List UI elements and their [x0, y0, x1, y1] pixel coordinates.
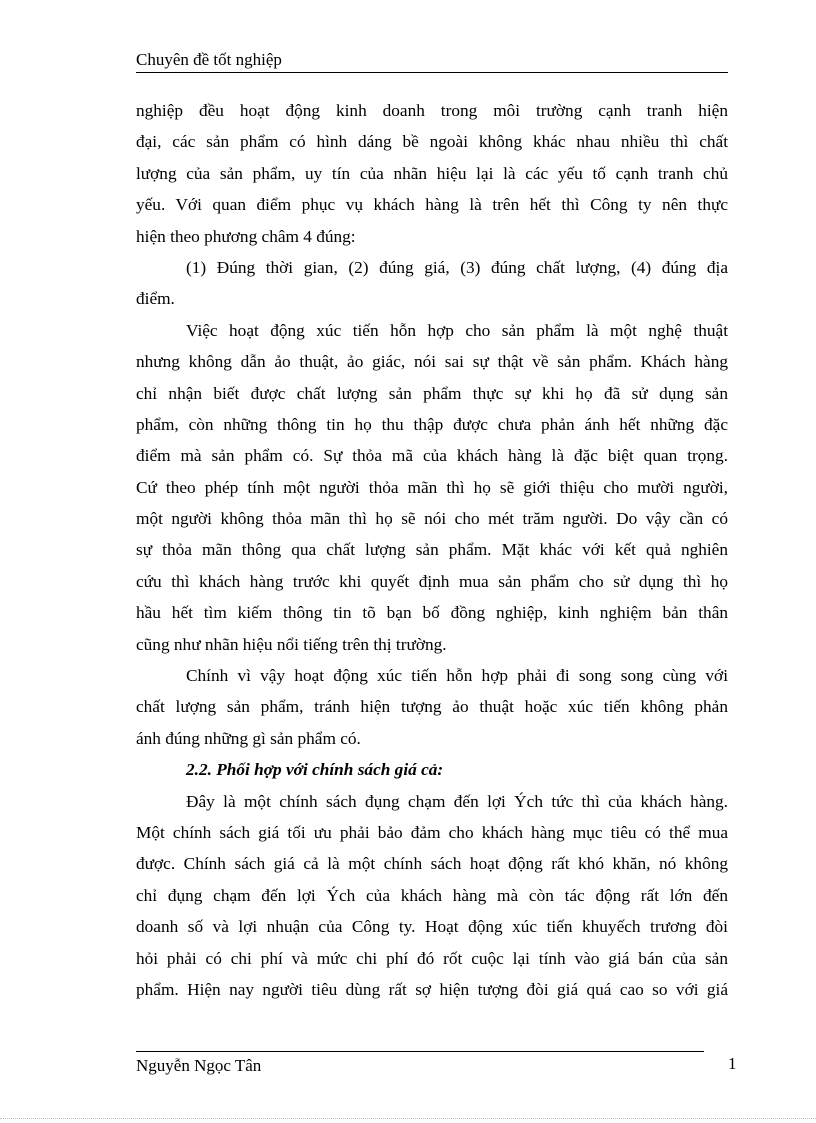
text-line: doanh số và lợi nhuận của Công ty. Hoạt động xúc tiến khuyếch trương đòi [136, 917, 728, 937]
text-line: Đây là một chính sách đụng chạm đến lợi Ých tức thì của khách hàng. [186, 791, 728, 811]
document-body [136, 95, 728, 1005]
text-line: nghiệp đều hoạt động kinh doanh trong môi trường cạnh tranh hiện [136, 101, 728, 120]
text-line: sự thỏa mãn thông qua chất lượng sản phẩm. Mặt khác với kết quả nghiên [136, 540, 728, 560]
text-line: đại, các sản phẩm có hình dáng bề ngoài không khác nhau nhiều thì chất [136, 132, 728, 152]
section-heading: 2.2. Phối hợp với chính sách giá cả: [186, 760, 444, 780]
text-line: phẩm, còn những thông tin họ thu thập được chưa phản ánh hết những đặc [136, 414, 728, 434]
page-header-title: Chuyên đề tốt nghiệp [136, 50, 728, 73]
page-number: 1 [728, 1054, 737, 1073]
text-line: cũng như nhãn hiệu nổi tiếng trên thị trường. [136, 634, 447, 654]
text-line: hiện theo phương châm 4 đúng: [136, 226, 356, 246]
footer-author: Nguyễn Ngọc Tân [136, 1056, 262, 1075]
page-boundary [0, 1118, 816, 1119]
text-line: ánh đúng những gì sản phẩm có. [136, 728, 361, 748]
text-line: Cứ theo phép tính một người thỏa mãn thì họ sẽ giới thiệu cho mười người, [136, 477, 728, 497]
text-line: yếu. Với quan điểm phục vụ khách hàng là trên hết thì Công ty nên thực [136, 195, 728, 215]
text-line: nhưng không dẫn ảo thuật, ảo giác, nói sai sự thật về sản phẩm. Khách hàng [136, 352, 728, 372]
text-line: Chính vì vậy hoạt động xúc tiến hỗn hợp phải đi song song cùng với [186, 666, 728, 686]
text-line: (1) Đúng thời gian, (2) đúng giá, (3) đúng chất lượng, (4) đúng địa [186, 257, 728, 277]
text-line: Việc hoạt động xúc tiến hỗn hợp cho sản phẩm là một nghệ thuật [186, 320, 728, 340]
text-line: được. Chính sách giá cả là một chính sách hoạt động rất khó khăn, nó không [136, 854, 728, 874]
text-line: chỉ đụng chạm đến lợi Ých của khách hàng mà còn tác động rất lớn đến [136, 885, 728, 905]
text-line: phẩm. Hiện nay người tiêu dùng rất sợ hiện tượng đòi giá quá cao so với giá [136, 979, 728, 999]
text-line: hầu hết tìm kiếm thông tin tõ bạn bố đồng nghiệp, kinh nghiệm bản thân [136, 603, 728, 623]
footer-divider [136, 1051, 704, 1052]
text-line: điểm. [136, 289, 175, 309]
text-line: lượng của sản phẩm, uy tín của nhãn hiệu lại là các yếu tố cạnh tranh chủ [136, 163, 728, 183]
text-line: cứu thì khách hàng trước khi quyết định mua sản phẩm cho sử dụng thì họ [136, 571, 728, 591]
text-line: chất lượng sản phẩm, tránh hiện tượng ảo thuật hoặc xúc tiến không phản [136, 697, 728, 717]
text-line: hỏi phải có chi phí và mức chi phí đó rốt cuộc lại tính vào giá bán của sản [136, 948, 728, 968]
text-line: Một chính sách giá tối ưu phải bảo đảm cho khách hàng mục tiêu có thể mua [136, 822, 728, 842]
text-line: điểm mà sản phẩm có. Sự thỏa mã của khách hàng là đặc biệt quan trọng. [136, 446, 728, 466]
text-line: chỉ nhận biết được chất lượng sản phẩm thực sự khi họ đã sử dụng sản [136, 383, 728, 403]
text-line: một người không thỏa mãn thì họ sẽ nói cho mét trăm người. Do vậy cần có [136, 509, 728, 529]
